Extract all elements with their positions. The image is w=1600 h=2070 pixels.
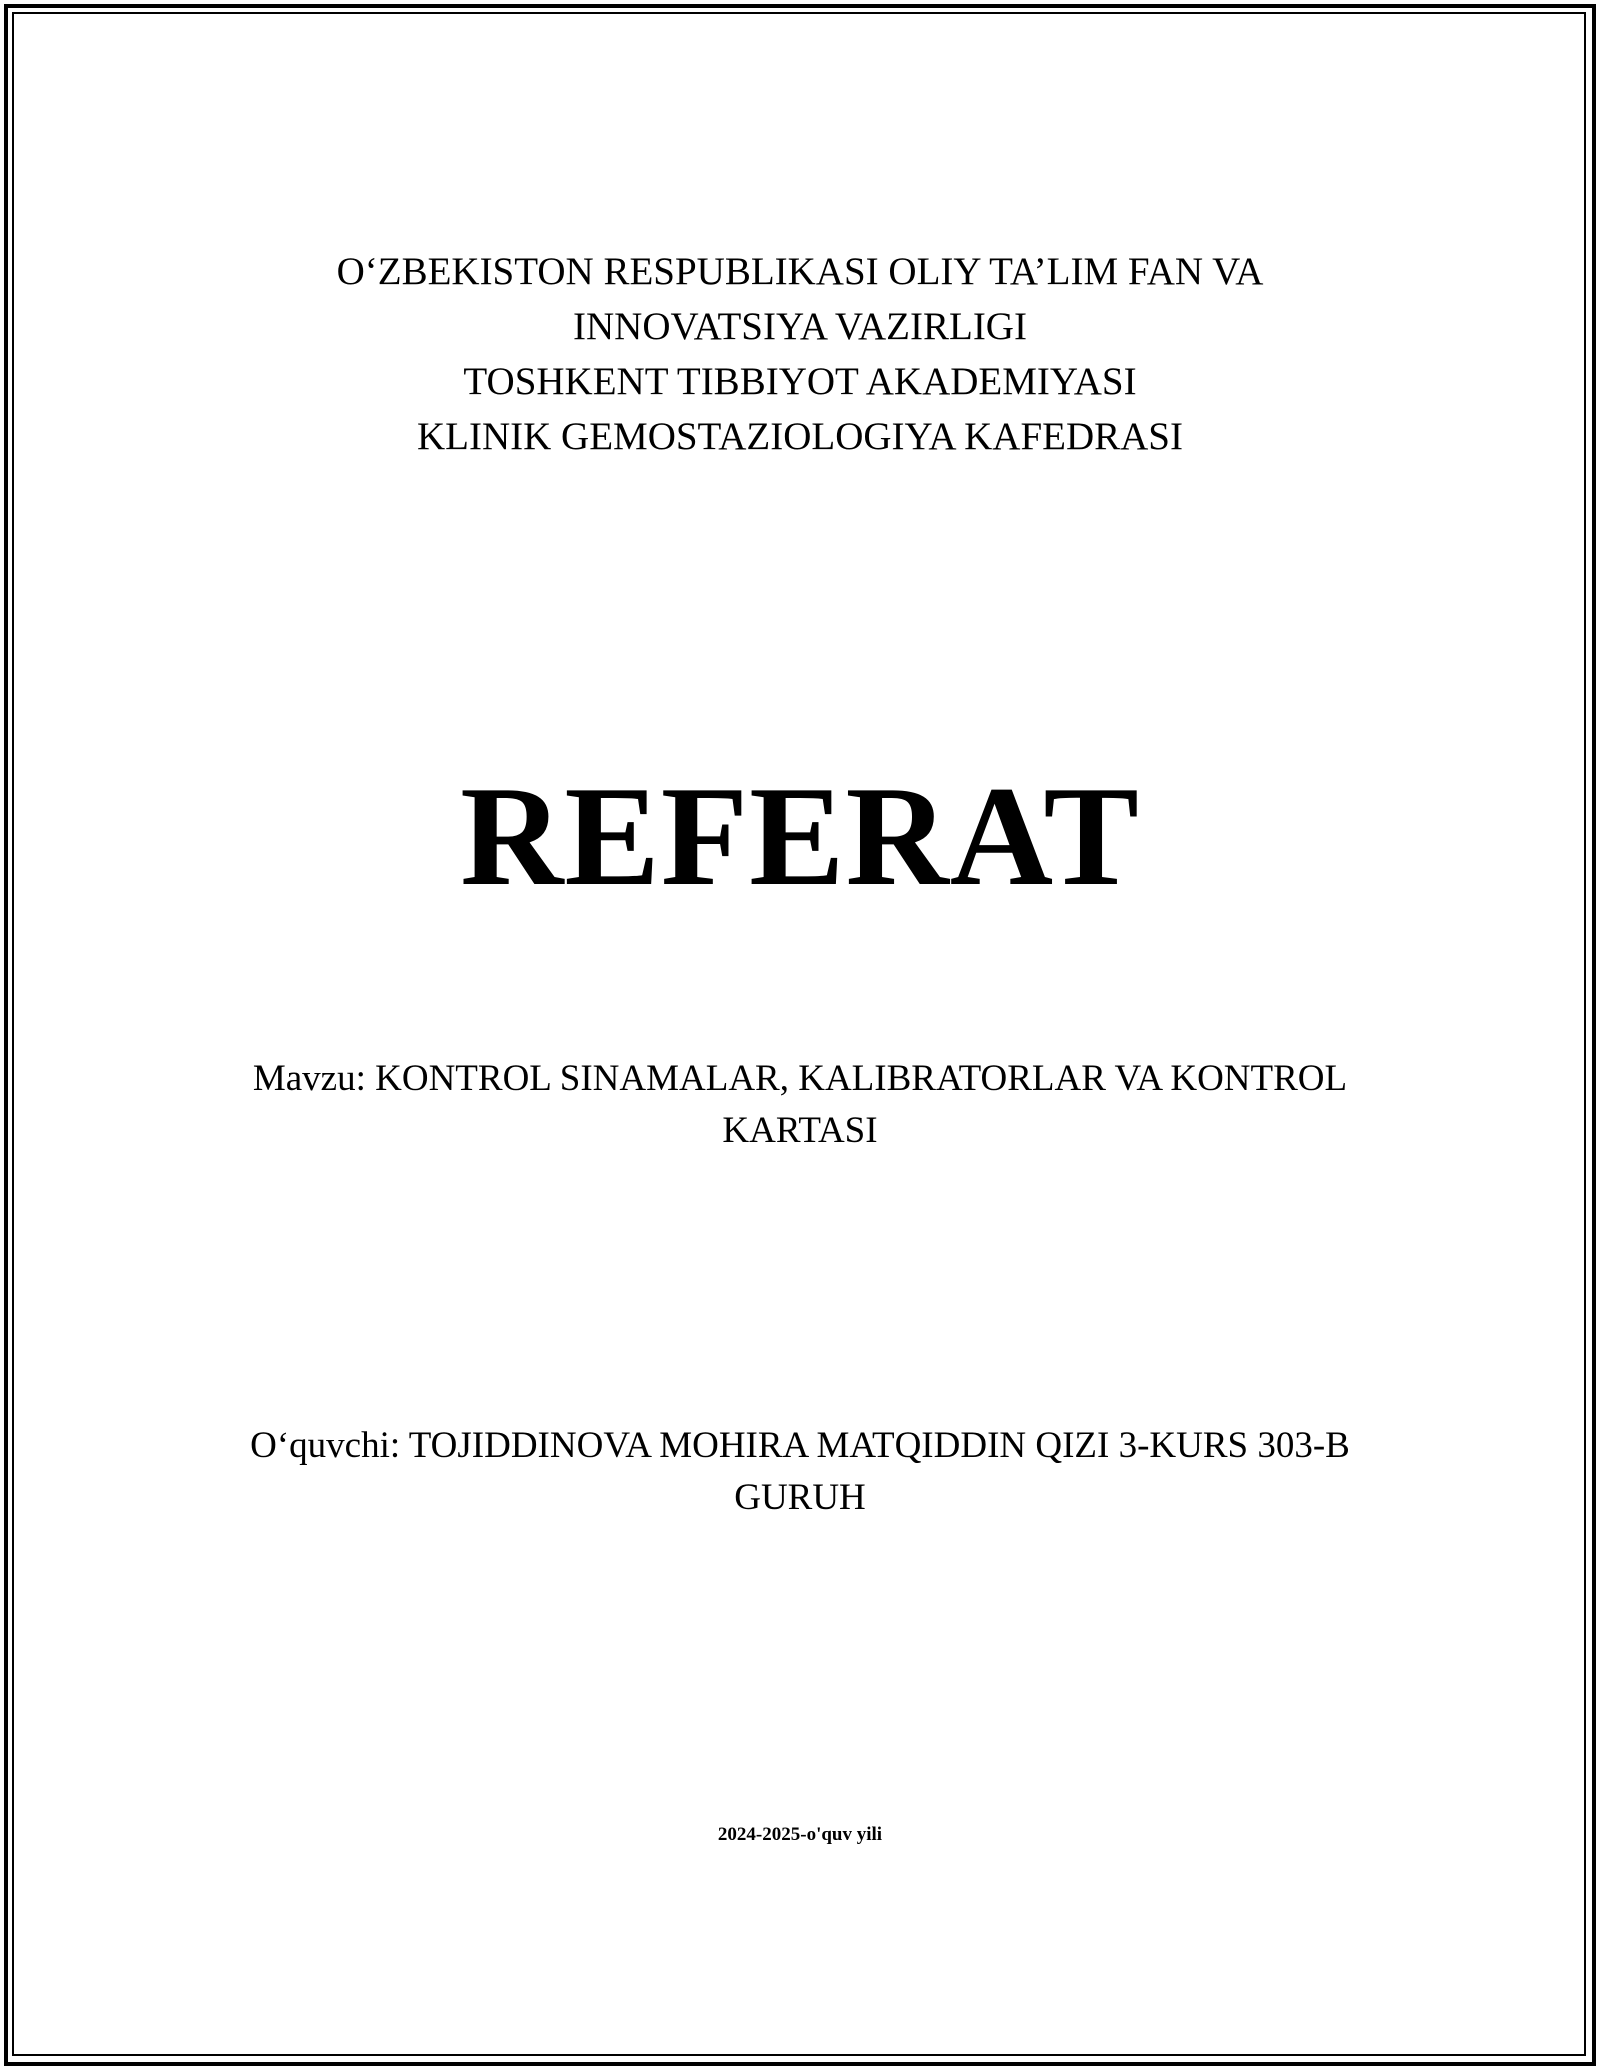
ministry-line-2: INNOVATSIYA VAZIRLIGI bbox=[573, 305, 1027, 348]
department-name: KLINIK GEMOSTAZIOLOGIYA KAFEDRASI bbox=[416, 415, 1183, 458]
topic-line-1: Mavzu: KONTROL SINAMALAR, KALIBRATORLAR VA KONTROL bbox=[252, 1058, 1348, 1099]
ministry-line-1: O‘ZBEKISTON RESPUBLIKASI OLIY TA’LIM FAN VA bbox=[336, 250, 1264, 293]
institution-header bbox=[0, 244, 1600, 464]
academy-name: TOSHKENT TIBBIYOT AKADEMIYASI bbox=[463, 360, 1137, 403]
student-line-1: O‘quvchi: TOJIDDINOVA MOHIRA MATQIDDIN QIZI 3-KURS 303-B bbox=[250, 1425, 1350, 1466]
student-line-2: GURUH bbox=[734, 1477, 866, 1518]
topic-block bbox=[0, 1053, 1600, 1157]
academic-year: 2024-2025-o'quv yili bbox=[717, 1824, 883, 1845]
student-block bbox=[0, 1420, 1600, 1524]
document-title: REFERAT bbox=[460, 757, 1140, 915]
topic-line-2: KARTASI bbox=[722, 1110, 878, 1151]
